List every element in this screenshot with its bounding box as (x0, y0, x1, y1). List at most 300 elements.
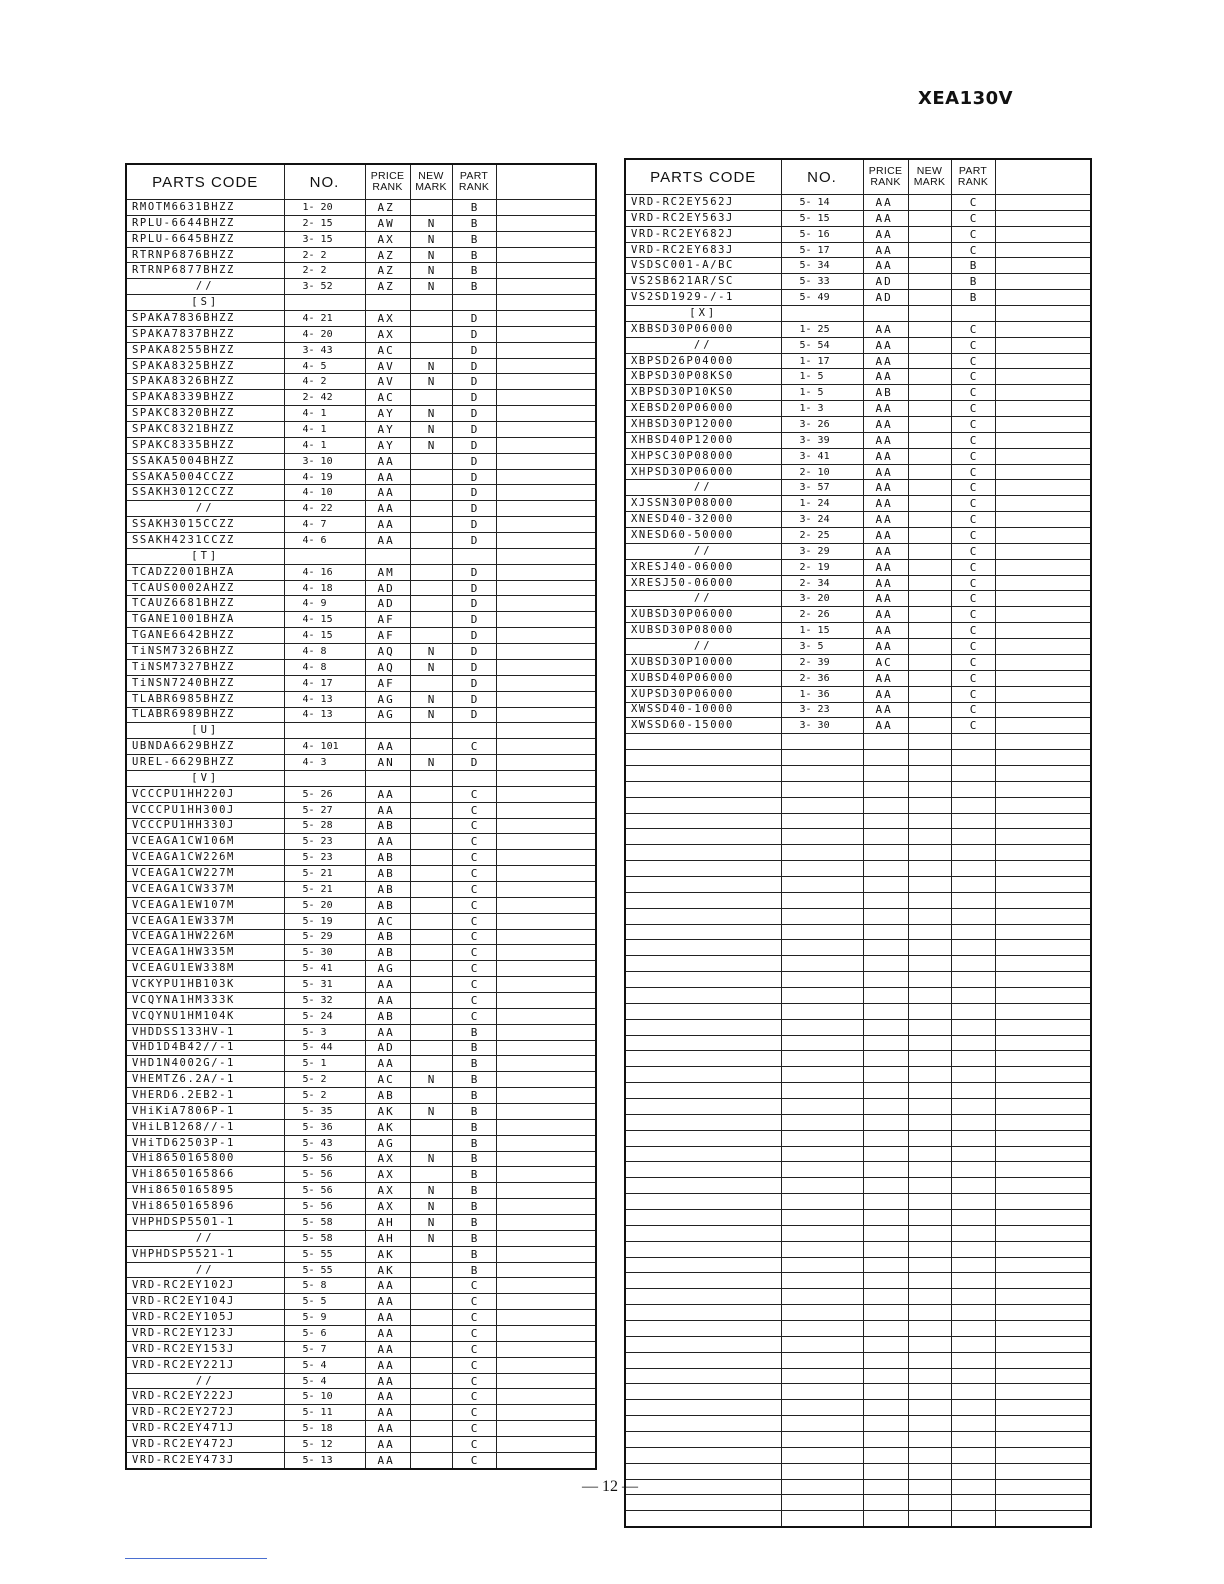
table-row (126, 1040, 596, 1056)
part-code-cell: XBPSD30P10KS0 (625, 385, 781, 401)
part-code-cell: VCEAGA1HW335M (126, 945, 284, 961)
blank-cell (995, 781, 1091, 797)
table-row (126, 739, 596, 755)
blank-cell (496, 802, 596, 818)
new-mark-cell (908, 845, 951, 861)
table-row (126, 1278, 596, 1294)
table-row (625, 448, 1091, 464)
part-rank-cell: C (951, 242, 995, 258)
ref-number-cell: 4- 1 (284, 422, 365, 438)
new-mark-cell: N (410, 644, 452, 660)
ref-number-cell: 3- 41 (781, 448, 863, 464)
new-mark-cell (410, 533, 452, 549)
table-row (126, 786, 596, 802)
price-rank-cell: AD (365, 1040, 410, 1056)
table-row (126, 1246, 596, 1262)
new-mark-cell (908, 702, 951, 718)
blank-cell (995, 242, 1091, 258)
price-rank-cell (863, 1384, 908, 1400)
blank-cell (496, 1278, 596, 1294)
part-code-cell: XRESJ40-06000 (625, 559, 781, 575)
part-rank-cell: B (452, 1246, 496, 1262)
new-mark-cell (410, 1135, 452, 1151)
ref-number-cell: 2- 39 (781, 654, 863, 670)
part-code-cell (625, 1003, 781, 1019)
table-row (126, 1151, 596, 1167)
part-code-cell: // (126, 1230, 284, 1246)
table-row (126, 1405, 596, 1421)
new-mark-cell (410, 485, 452, 501)
new-mark-cell (908, 1416, 951, 1432)
new-mark-cell (410, 1040, 452, 1056)
table-row (625, 258, 1091, 274)
new-mark-cell (908, 1432, 951, 1448)
ref-number-cell: 5- 34 (781, 258, 863, 274)
part-rank-cell (951, 1035, 995, 1051)
part-rank-cell: D (452, 707, 496, 723)
table-row (625, 543, 1091, 559)
part-rank-cell: C (452, 1452, 496, 1468)
blank-cell (496, 1294, 596, 1310)
part-code-cell (625, 765, 781, 781)
header-parts-code: PARTS CODE (126, 164, 284, 200)
part-code-cell: VCEAGA1CW106M (126, 834, 284, 850)
ref-number-cell (781, 1241, 863, 1257)
part-code-cell: XHBSD30P12000 (625, 417, 781, 433)
price-rank-cell: AC (365, 342, 410, 358)
blank-cell (995, 1241, 1091, 1257)
header-no: NO. (781, 159, 863, 195)
price-rank-cell (863, 1432, 908, 1448)
part-code-cell: // (625, 591, 781, 607)
part-rank-cell (951, 1225, 995, 1241)
part-code-cell (625, 1210, 781, 1226)
new-mark-cell: N (410, 263, 452, 279)
new-mark-cell: N (410, 247, 452, 263)
price-rank-cell (863, 1083, 908, 1099)
blank-cell (995, 972, 1091, 988)
part-rank-cell (951, 306, 995, 322)
price-rank-cell: AA (365, 992, 410, 1008)
blank-cell (995, 575, 1091, 591)
price-rank-cell: AX (365, 1151, 410, 1167)
part-code-cell (625, 1035, 781, 1051)
blank-cell (496, 659, 596, 675)
ref-number-cell: 5- 2 (284, 1088, 365, 1104)
part-code-cell: SPAKC8335BHZZ (126, 437, 284, 453)
part-code-cell: VRD-RC2EY123J (126, 1326, 284, 1342)
new-mark-cell: N (410, 422, 452, 438)
part-code-cell (625, 797, 781, 813)
ref-number-cell: 5- 1 (284, 1056, 365, 1072)
table-row (625, 750, 1091, 766)
part-rank-cell: C (452, 1389, 496, 1405)
blank-cell (496, 231, 596, 247)
ref-number-cell (284, 548, 365, 564)
new-mark-cell (908, 274, 951, 290)
part-rank-cell: C (452, 1405, 496, 1421)
part-code-cell (625, 1241, 781, 1257)
table-row (126, 723, 596, 739)
blank-cell (995, 195, 1091, 211)
new-mark-cell (908, 972, 951, 988)
part-rank-cell: C (951, 432, 995, 448)
part-code-cell: RPLU-6645BHZZ (126, 231, 284, 247)
price-rank-cell (863, 1416, 908, 1432)
table-row (126, 200, 596, 216)
blank-cell (995, 987, 1091, 1003)
part-code-cell: VRD-RC2EY221J (126, 1357, 284, 1373)
blank-cell (995, 274, 1091, 290)
ref-number-cell: 5- 21 (284, 866, 365, 882)
part-code-cell: VRD-RC2EY562J (625, 195, 781, 211)
price-rank-cell (863, 1495, 908, 1511)
part-rank-cell: B (452, 247, 496, 263)
ref-number-cell: 2- 34 (781, 575, 863, 591)
ref-number-cell (781, 1400, 863, 1416)
new-mark-cell (410, 961, 452, 977)
blank-cell (496, 1230, 596, 1246)
new-mark-cell (908, 290, 951, 306)
ref-number-cell: 4- 1 (284, 406, 365, 422)
ref-number-cell: 2- 2 (284, 263, 365, 279)
blank-cell (995, 876, 1091, 892)
part-rank-cell: D (452, 485, 496, 501)
part-rank-cell (951, 1194, 995, 1210)
part-rank-cell: C (452, 992, 496, 1008)
blank-cell (995, 512, 1091, 528)
blank-cell (496, 1008, 596, 1024)
part-rank-cell: D (452, 580, 496, 596)
ref-number-cell (781, 750, 863, 766)
part-rank-cell: B (452, 1103, 496, 1119)
part-code-cell: VRD-RC2EY104J (126, 1294, 284, 1310)
header-no: NO. (284, 164, 365, 200)
part-code-cell (625, 1162, 781, 1178)
part-code-cell (625, 1178, 781, 1194)
new-mark-cell (410, 342, 452, 358)
part-rank-cell: C (452, 1310, 496, 1326)
part-rank-cell: B (452, 1024, 496, 1040)
blank-cell (496, 1452, 596, 1468)
new-mark-cell: N (410, 215, 452, 231)
price-rank-cell: AY (365, 422, 410, 438)
new-mark-cell (410, 850, 452, 866)
price-rank-cell (365, 548, 410, 564)
ref-number-cell (781, 1289, 863, 1305)
blank-cell (995, 528, 1091, 544)
ref-number-cell: 5- 55 (284, 1262, 365, 1278)
table-row (625, 1384, 1091, 1400)
blank-cell (496, 612, 596, 628)
part-code-cell: RTRNP6877BHZZ (126, 263, 284, 279)
table-row (126, 596, 596, 612)
price-rank-cell (863, 1225, 908, 1241)
ref-number-cell: 4- 6 (284, 533, 365, 549)
blank-cell (496, 501, 596, 517)
price-rank-cell: AA (863, 417, 908, 433)
ref-number-cell (781, 1416, 863, 1432)
price-rank-cell (863, 734, 908, 750)
ref-number-cell: 5- 7 (284, 1341, 365, 1357)
price-rank-cell: AK (365, 1103, 410, 1119)
ref-number-cell: 1- 25 (781, 321, 863, 337)
table-row (126, 1119, 596, 1135)
part-code-cell (625, 1447, 781, 1463)
table-row (126, 1008, 596, 1024)
ref-number-cell: 5- 58 (284, 1215, 365, 1231)
blank-cell (995, 432, 1091, 448)
table-row (625, 718, 1091, 734)
part-rank-cell: D (452, 406, 496, 422)
blank-cell (995, 306, 1091, 322)
price-rank-cell (863, 1241, 908, 1257)
table-row (625, 1178, 1091, 1194)
new-mark-cell (410, 1405, 452, 1421)
table-row (625, 1257, 1091, 1273)
ref-number-cell (781, 781, 863, 797)
table-row (625, 686, 1091, 702)
table-row (126, 437, 596, 453)
price-rank-cell: AA (863, 242, 908, 258)
part-code-cell: VHDDSS133HV-1 (126, 1024, 284, 1040)
ref-number-cell (284, 723, 365, 739)
new-mark-cell (410, 770, 452, 786)
ref-number-cell: 5- 21 (284, 881, 365, 897)
price-rank-cell: AA (863, 702, 908, 718)
part-code-cell: TiNSN7240BHZZ (126, 675, 284, 691)
ref-number-cell: 4- 10 (284, 485, 365, 501)
table-row (625, 337, 1091, 353)
price-rank-cell: AA (365, 453, 410, 469)
table-row (126, 945, 596, 961)
blank-cell (995, 1336, 1091, 1352)
new-mark-cell (410, 390, 452, 406)
new-mark-cell (410, 1262, 452, 1278)
new-mark-cell (908, 1098, 951, 1114)
blank-cell (496, 786, 596, 802)
part-code-cell: VHERD6.2EB2-1 (126, 1088, 284, 1104)
price-rank-cell (365, 723, 410, 739)
new-mark-cell (908, 1447, 951, 1463)
part-code-cell: TCAUS0002AHZZ (126, 580, 284, 596)
table-row (625, 464, 1091, 480)
ref-number-cell (781, 1273, 863, 1289)
ref-number-cell: 5- 4 (284, 1357, 365, 1373)
ref-number-cell: 5- 10 (284, 1389, 365, 1405)
table-row (625, 1511, 1091, 1527)
table-row (625, 274, 1091, 290)
price-rank-cell (863, 1194, 908, 1210)
price-rank-cell (863, 829, 908, 845)
blank-cell (995, 1352, 1091, 1368)
table-row (126, 1389, 596, 1405)
ref-number-cell: 4- 19 (284, 469, 365, 485)
new-mark-cell (908, 321, 951, 337)
table-row (625, 417, 1091, 433)
ref-number-cell: 5- 20 (284, 897, 365, 913)
blank-cell (995, 385, 1091, 401)
blank-cell (496, 850, 596, 866)
part-code-cell: TCADZ2001BHZA (126, 564, 284, 580)
new-mark-cell (908, 876, 951, 892)
new-mark-cell (908, 464, 951, 480)
new-mark-cell (908, 1130, 951, 1146)
price-rank-cell: AD (863, 274, 908, 290)
part-rank-cell: C (452, 977, 496, 993)
table-row (126, 707, 596, 723)
blank-cell (995, 401, 1091, 417)
table-row (625, 321, 1091, 337)
part-rank-cell (951, 1336, 995, 1352)
new-mark-cell (410, 786, 452, 802)
part-code-cell: XHPSD30P06000 (625, 464, 781, 480)
blank-cell (995, 1146, 1091, 1162)
part-rank-cell: D (452, 596, 496, 612)
ref-number-cell: 1- 17 (781, 353, 863, 369)
price-rank-cell: AX (365, 326, 410, 342)
table-row (126, 231, 596, 247)
price-rank-cell: AA (365, 1389, 410, 1405)
part-code-cell: VHPHDSP5501-1 (126, 1215, 284, 1231)
ref-number-cell: 5- 2 (284, 1072, 365, 1088)
new-mark-cell: N (410, 358, 452, 374)
part-code-cell: SSAKH4231CCZZ (126, 533, 284, 549)
table-row (126, 1072, 596, 1088)
ref-number-cell: 5- 56 (284, 1183, 365, 1199)
part-rank-cell: B (452, 1056, 496, 1072)
part-code-cell: XWSSD40-10000 (625, 702, 781, 718)
part-rank-cell (951, 1368, 995, 1384)
ref-number-cell (781, 1083, 863, 1099)
new-mark-cell (908, 432, 951, 448)
blank-cell (995, 1098, 1091, 1114)
price-rank-cell (863, 1210, 908, 1226)
new-mark-cell (908, 1114, 951, 1130)
table-row (126, 215, 596, 231)
part-rank-cell (951, 1067, 995, 1083)
table-row (625, 924, 1091, 940)
part-rank-cell: C (452, 1357, 496, 1373)
new-mark-cell (908, 1495, 951, 1511)
blank-cell (496, 929, 596, 945)
part-rank-cell: C (951, 639, 995, 655)
new-mark-cell (908, 750, 951, 766)
price-rank-cell (863, 781, 908, 797)
table-row (625, 876, 1091, 892)
price-rank-cell: AA (863, 623, 908, 639)
part-code-cell (625, 861, 781, 877)
part-rank-cell: D (452, 691, 496, 707)
part-rank-cell (951, 1305, 995, 1321)
new-mark-cell (410, 1326, 452, 1342)
table-row (625, 1463, 1091, 1479)
part-rank-cell: C (951, 464, 995, 480)
price-rank-cell: AX (365, 1167, 410, 1183)
part-code-cell: UBNDA6629BHZZ (126, 739, 284, 755)
table-row (126, 263, 596, 279)
price-rank-cell: AG (365, 707, 410, 723)
table-row (126, 1310, 596, 1326)
part-code-cell (625, 987, 781, 1003)
price-rank-cell (863, 813, 908, 829)
part-rank-cell: B (452, 1072, 496, 1088)
part-rank-cell (951, 956, 995, 972)
part-code-cell (625, 1098, 781, 1114)
price-rank-cell: AB (863, 385, 908, 401)
part-rank-cell (951, 1257, 995, 1273)
ref-number-cell: 4- 20 (284, 326, 365, 342)
blank-cell (496, 755, 596, 771)
table-row (126, 1103, 596, 1119)
part-rank-cell (951, 987, 995, 1003)
price-rank-cell: AC (365, 1072, 410, 1088)
new-mark-cell (908, 940, 951, 956)
table-row (126, 977, 596, 993)
part-rank-cell (951, 876, 995, 892)
part-rank-cell: D (452, 358, 496, 374)
blank-cell (995, 226, 1091, 242)
price-rank-cell (863, 876, 908, 892)
part-rank-cell (951, 1463, 995, 1479)
new-mark-cell (410, 992, 452, 1008)
price-rank-cell: AA (863, 496, 908, 512)
part-code-cell: [T] (126, 548, 284, 564)
part-code-cell: VHi8650165866 (126, 1167, 284, 1183)
new-mark-cell (410, 945, 452, 961)
table-row (126, 675, 596, 691)
price-rank-cell (863, 908, 908, 924)
part-code-cell: SPAKA7836BHZZ (126, 311, 284, 327)
new-mark-cell (908, 528, 951, 544)
ref-number-cell: 3- 52 (284, 279, 365, 295)
ref-number-cell (781, 1210, 863, 1226)
price-rank-cell (863, 1400, 908, 1416)
part-rank-cell: B (951, 290, 995, 306)
part-rank-cell (951, 1098, 995, 1114)
price-rank-cell (863, 1321, 908, 1337)
part-code-cell: TGANE6642BHZZ (126, 628, 284, 644)
price-rank-cell: AC (863, 654, 908, 670)
new-mark-cell (410, 580, 452, 596)
blank-cell (496, 580, 596, 596)
new-mark-cell (908, 512, 951, 528)
part-code-cell (625, 1495, 781, 1511)
table-row (126, 422, 596, 438)
part-code-cell: XUBSD30P06000 (625, 607, 781, 623)
table-row (625, 1321, 1091, 1337)
price-rank-cell (863, 1146, 908, 1162)
blank-cell (496, 295, 596, 311)
price-rank-cell: AA (863, 432, 908, 448)
blank-cell (995, 829, 1091, 845)
table-row (126, 1341, 596, 1357)
ref-number-cell: 5- 32 (284, 992, 365, 1008)
table-row (625, 1035, 1091, 1051)
new-mark-cell (908, 1273, 951, 1289)
blank-cell (496, 1072, 596, 1088)
new-mark-cell (908, 956, 951, 972)
ref-number-cell: 5- 11 (284, 1405, 365, 1421)
price-rank-cell: AG (365, 1135, 410, 1151)
part-rank-cell (951, 813, 995, 829)
ref-number-cell (781, 987, 863, 1003)
part-rank-cell: B (452, 1215, 496, 1231)
price-rank-cell: AA (863, 639, 908, 655)
new-mark-cell (908, 417, 951, 433)
blank-cell (995, 623, 1091, 639)
price-rank-cell (863, 1463, 908, 1479)
